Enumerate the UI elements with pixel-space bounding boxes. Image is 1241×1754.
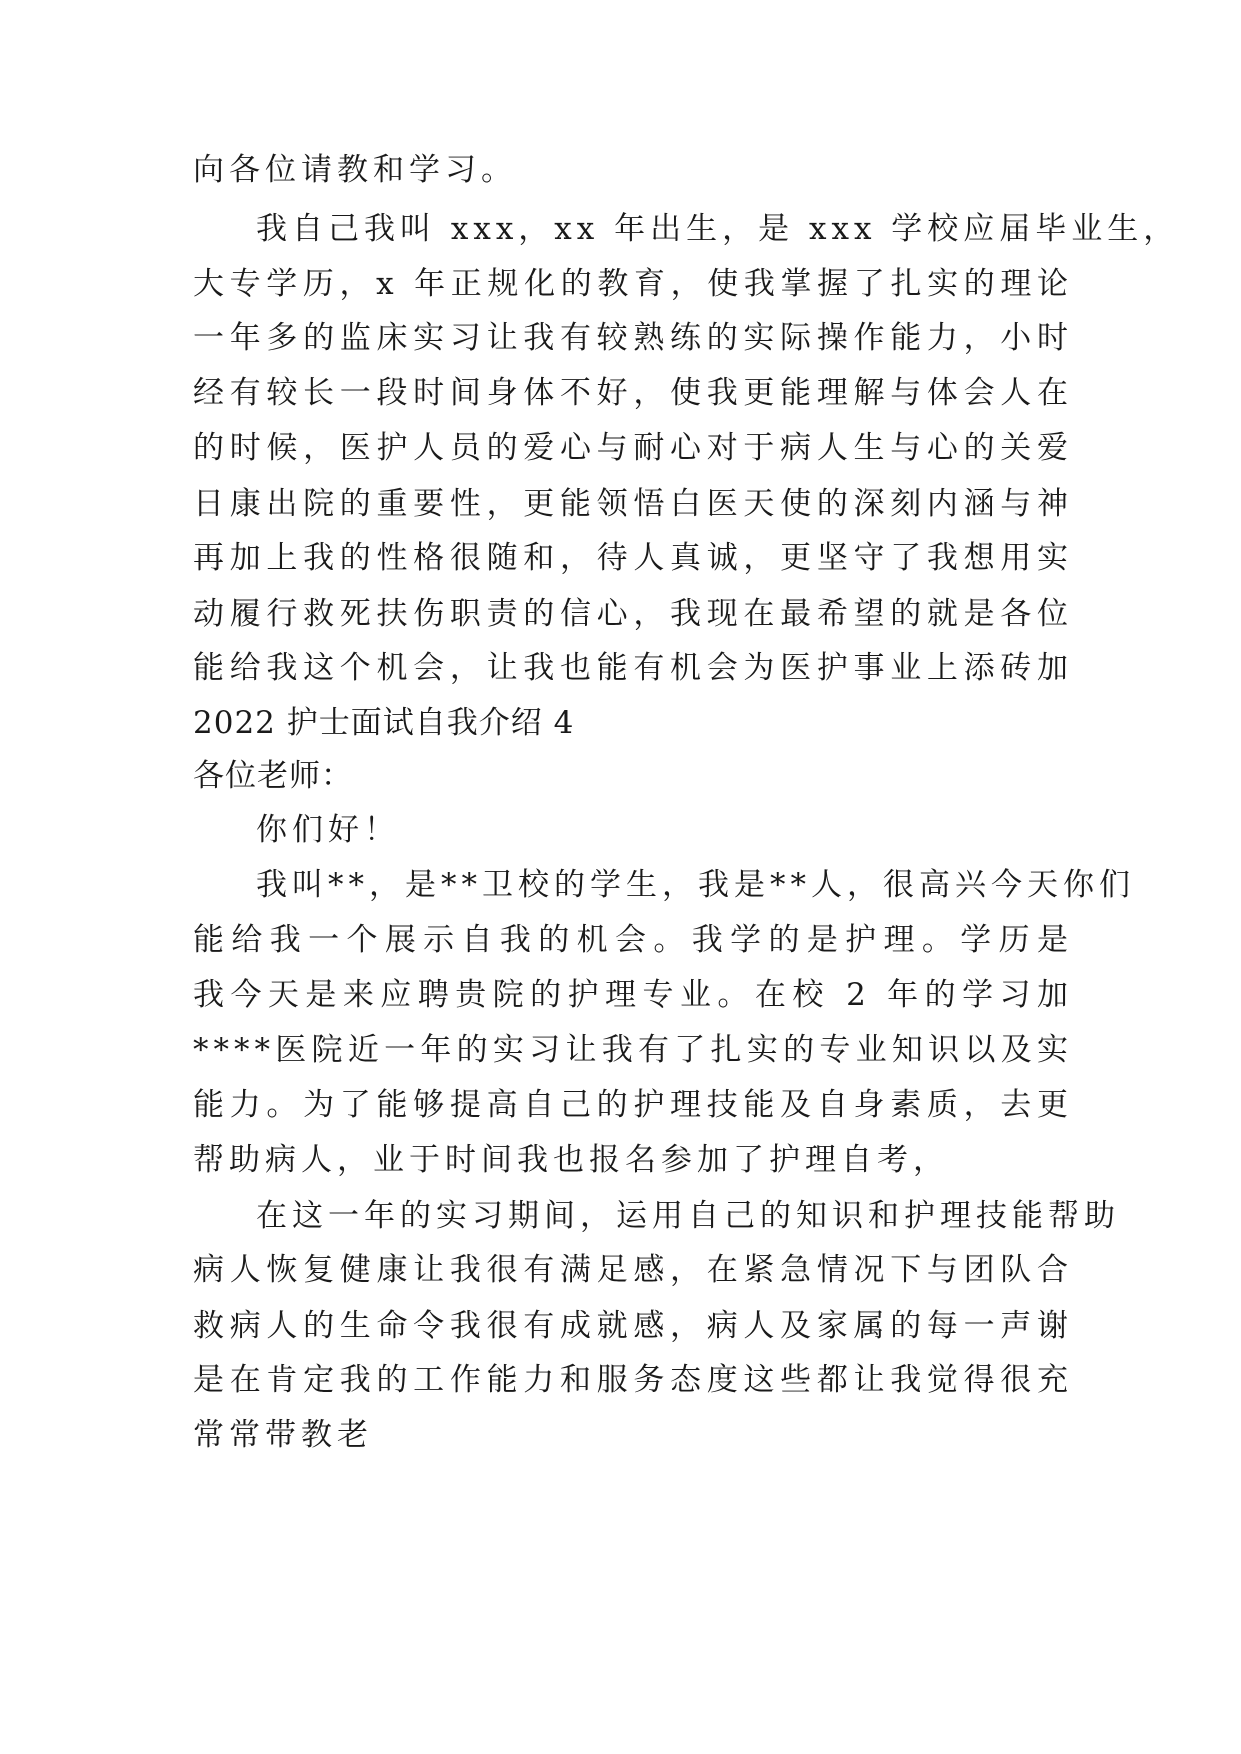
paragraph-line: 在这一年的实习期间，运用自己的知识和护理技能帮助 (256, 1198, 1120, 1234)
paragraph-line: 日康出院的重要性，更能领悟白医天使的深刻内涵与神 (193, 486, 1073, 522)
paragraph-line: 我今天是来应聘贵院的护理专业。在校 2 年的学习加 (193, 977, 1073, 1013)
paragraph-line: 我叫**，是**卫校的学生，我是**人，很高兴今天你们 (256, 867, 1135, 903)
paragraph-line: 病人恢复健康让我很有满足感，在紧急情况下与团队合 (193, 1252, 1073, 1288)
paragraph-line: 经有较长一段时间身体不好，使我更能理解与体会人在 (193, 375, 1073, 411)
paragraph-line: 能给我这个机会，让我也能有机会为医护事业上添砖加 (193, 650, 1073, 686)
paragraph-line: 我自己我叫 xxx，xx 年出生，是 xxx 学校应届毕业生， (256, 211, 1180, 247)
paragraph-line: 救病人的生命令我很有成就感，病人及家属的每一声谢 (193, 1308, 1073, 1344)
paragraph-line: 能给我一个展示自我的机会。我学的是护理。学历是 (193, 922, 1073, 958)
paragraph-line: ****医院近一年的实习让我有了扎实的专业知识以及实 (193, 1032, 1073, 1068)
paragraph-line: 一年多的监床实习让我有较熟练的实际操作能力，小时 (193, 320, 1073, 356)
salutation: 各位老师： (193, 758, 353, 794)
paragraph-line: 动履行救死扶伤职责的信心，我现在最希望的就是各位 (193, 596, 1073, 632)
section-heading: 2022 护士面试自我介绍 4 (193, 705, 575, 741)
paragraph-line: 向各位请教和学习。 (193, 152, 517, 188)
paragraph-line: 大专学历，x 年正规化的教育，使我掌握了扎实的理论 (193, 266, 1073, 302)
greeting: 你们好！ (256, 812, 400, 848)
paragraph-line: 再加上我的性格很随和，待人真诚，更坚守了我想用实 (193, 540, 1073, 576)
paragraph-line: 能力。为了能够提高自己的护理技能及自身素质，去更 (193, 1087, 1073, 1123)
paragraph-line: 帮助病人，业于时间我也报名参加了护理自考， (193, 1142, 949, 1178)
paragraph-line: 的时候，医护人员的爱心与耐心对于病人生与心的关爱 (193, 430, 1073, 466)
paragraph-line: 是在肯定我的工作能力和服务态度这些都让我觉得很充 (193, 1362, 1073, 1398)
paragraph-line: 常常带教老 (193, 1417, 373, 1453)
